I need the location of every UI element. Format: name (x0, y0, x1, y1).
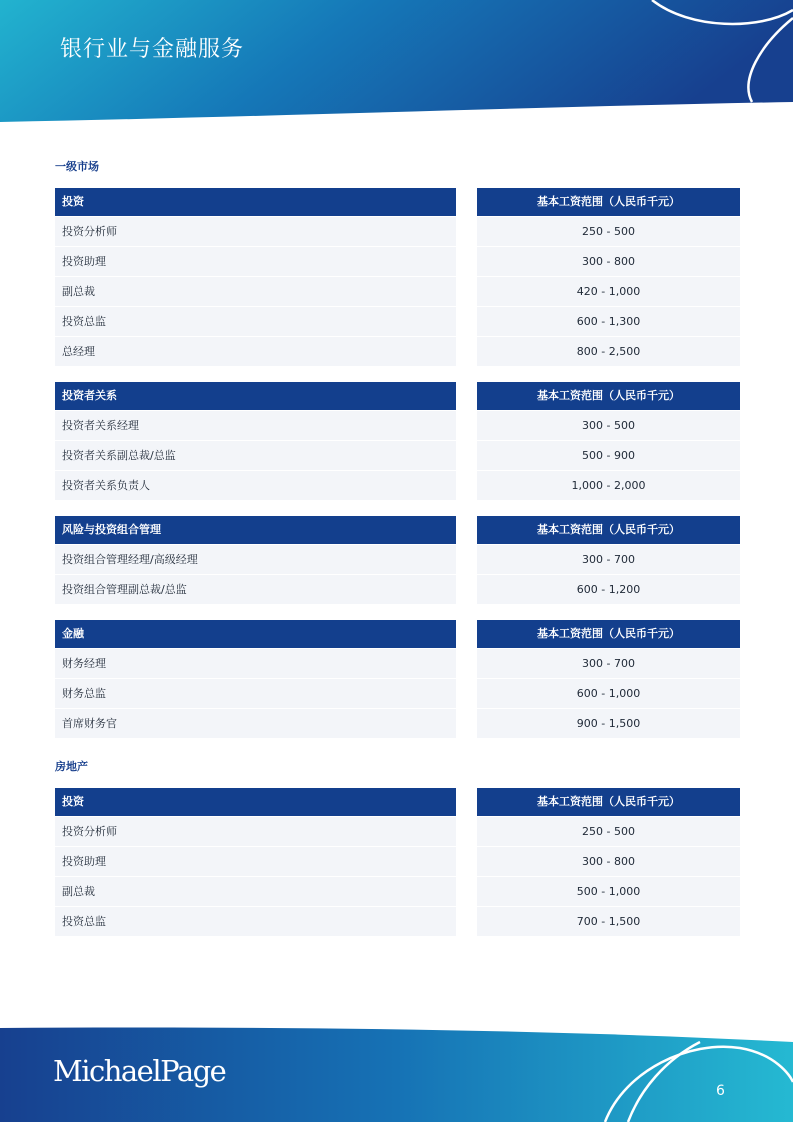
table-row-range: 250 - 500 (477, 217, 740, 246)
table-row-range: 500 - 900 (477, 441, 740, 470)
table-row-range: 300 - 700 (477, 545, 740, 574)
table-row-range: 700 - 1,500 (477, 907, 740, 936)
role-column (55, 516, 456, 604)
table-row-range: 420 - 1,000 (477, 277, 740, 306)
salary-column-header: 基本工资范围（人民币千元） (477, 516, 740, 544)
table-row-role: 投资组合管理副总裁/总监 (55, 575, 456, 604)
table-row-range: 600 - 1,300 (477, 307, 740, 336)
table-row-role: 投资助理 (55, 247, 456, 276)
table-row-range: 600 - 1,000 (477, 679, 740, 708)
role-column (55, 788, 456, 936)
salary-column (477, 382, 740, 500)
table-row-role: 投资者关系负责人 (55, 471, 456, 500)
table-row-range: 250 - 500 (477, 817, 740, 846)
salary-column-header: 基本工资范围（人民币千元） (477, 382, 740, 410)
table-row-range: 900 - 1,500 (477, 709, 740, 738)
salary-column (477, 788, 740, 936)
table-row-range: 500 - 1,000 (477, 877, 740, 906)
table-row-range: 300 - 700 (477, 649, 740, 678)
table-row-role: 副总裁 (55, 277, 456, 306)
header-banner (0, 0, 793, 125)
group-header-label: 投资 (55, 788, 456, 816)
table-row-range: 1,000 - 2,000 (477, 471, 740, 500)
table-row-role: 投资助理 (55, 847, 456, 876)
salary-column (477, 516, 740, 604)
salary-column-header: 基本工资范围（人民币千元） (477, 788, 740, 816)
salary-column (477, 620, 740, 738)
table-row-role: 总经理 (55, 337, 456, 366)
group-header-label: 金融 (55, 620, 456, 648)
table-row-role: 投资者关系副总裁/总监 (55, 441, 456, 470)
role-column (55, 382, 456, 500)
table-row-role: 投资组合管理经理/高级经理 (55, 545, 456, 574)
salary-column-header: 基本工资范围（人民币千元） (477, 620, 740, 648)
group-header-label: 风险与投资组合管理 (55, 516, 456, 544)
section-heading-primary-market: 一级市场 (55, 160, 99, 173)
table-row-role: 财务经理 (55, 649, 456, 678)
table-row-range: 800 - 2,500 (477, 337, 740, 366)
section-heading-real-estate: 房地产 (55, 760, 88, 773)
table-row-range: 300 - 500 (477, 411, 740, 440)
salary-column-header: 基本工资范围（人民币千元） (477, 188, 740, 216)
table-row-role: 投资总监 (55, 907, 456, 936)
group-header-label: 投资者关系 (55, 382, 456, 410)
table-row-role: 投资总监 (55, 307, 456, 336)
table-row-role: 财务总监 (55, 679, 456, 708)
page-number: 6 (716, 1083, 725, 1099)
role-column (55, 188, 456, 366)
page-title: 银行业与金融服务 (60, 37, 245, 62)
table-row-range: 300 - 800 (477, 247, 740, 276)
group-header-label: 投资 (55, 188, 456, 216)
michael-page-logo: MichaelPage (53, 1054, 226, 1088)
role-column (55, 620, 456, 738)
table-row-role: 副总裁 (55, 877, 456, 906)
table-row-role: 首席财务官 (55, 709, 456, 738)
table-row-role: 投资者关系经理 (55, 411, 456, 440)
table-row-role: 投资分析师 (55, 217, 456, 246)
table-row-range: 600 - 1,200 (477, 575, 740, 604)
salary-column (477, 188, 740, 366)
table-row-range: 300 - 800 (477, 847, 740, 876)
table-row-role: 投资分析师 (55, 817, 456, 846)
